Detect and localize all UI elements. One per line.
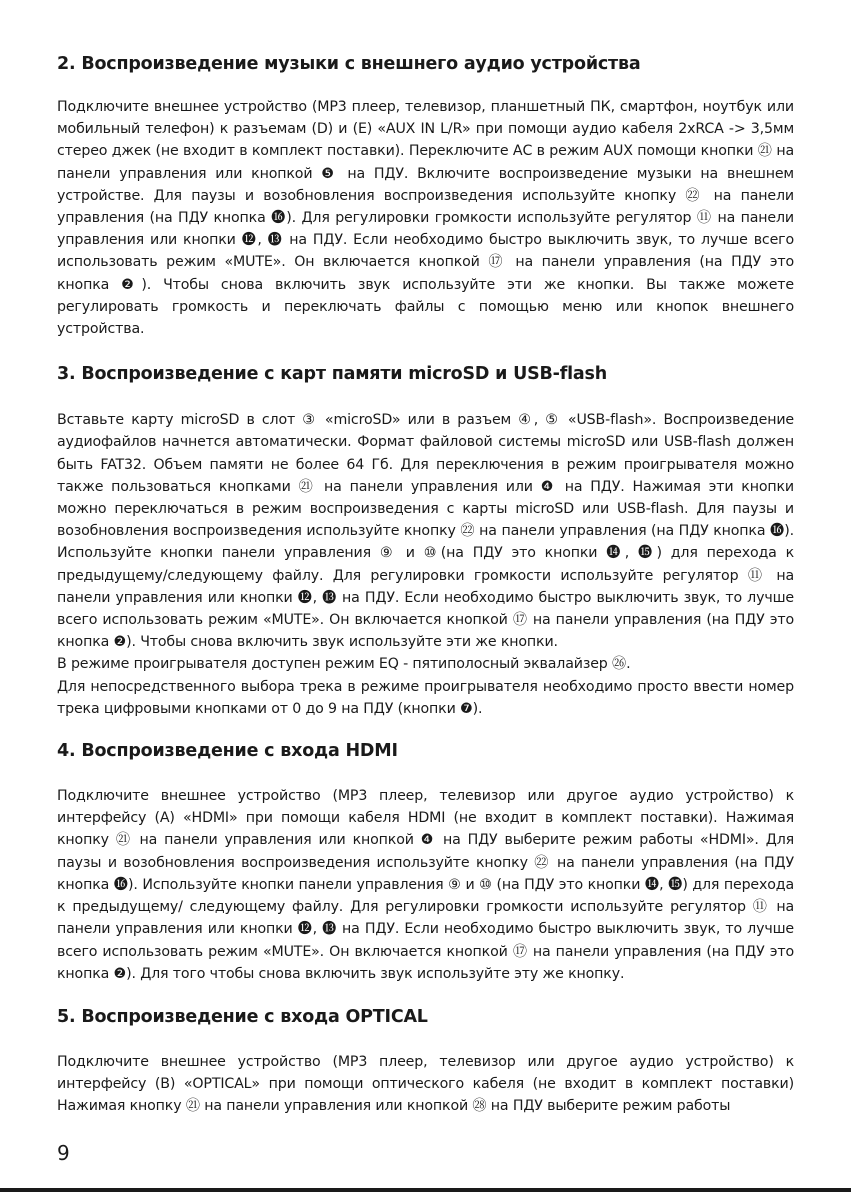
section-3-paragraph: Вставьте карту microSD в слот ③ «microSD» или в разъем ④, ⑤ «USB-flash». Воспроизведение аудиофайлов начнется автоматически. Формат файловой системы microSD или USB-flash должен быть FAT32. Объем памяти не более 64 Гб. Для переключения в режим проигрывателя можно также пользоваться кнопками ㉑ на панели управления или ❹ на ПДУ. Нажимая эти кнопки можно переключаться в режим воспроизведения с карты microSD или USB-flash. Для паузы и возобновления воспроизведения используйте кнопку ㉒ на панели управления (на ПДУ кнопка ⓰). Используйте кнопки панели управления ⑨ и ⑩(на ПДУ это кнопки ⓮, ⓯) для перехода к предыдущему/следующему файлу. Для регулировки громкости используйте регулятор ⑪ на панели управления или кнопки ⓬, ⓭ на ПДУ. Если необходимо быстро выключить звук, то лучше всего использовать режим «MUTE». Он включается кнопкой ⑰ на панели управления (на ПДУ это кнопка ❷). Чтобы снова включить звук используйте эти же кнопки. [57, 412, 794, 651]
section-5-heading: 5. Воспроизведение с входа OPTICAL [57, 1006, 428, 1027]
section-3-track-select-note: Для непосредственного выбора трека в режиме проигрывателя необходимо просто ввести номер трека цифровыми кнопками от 0 до 9 на ПДУ (кнопки ❼). [57, 678, 794, 717]
section-2-heading: 2. Воспроизведение музыки с внешнего аудио устройства [57, 54, 641, 74]
page-number: 9 [57, 1141, 70, 1165]
section-5-paragraph: Подключите внешнее устройство (MP3 плеер, телевизор или другое аудио устройство) к интерфейсу (B) «OPTICAL» при помощи оптического кабеля (не входит в комплект поставки) Нажимая кнопку ㉑ на панели управления или кнопкой ㉘ на ПДУ выберите режим работы [57, 1053, 794, 1115]
section-2-paragraph: Подключите внешнее устройство (MP3 плеер, телевизор, планшетный ПК, смартфон, ноутбук или мобильный телефон) к разъемам (D) и (E) «AUX IN L/R» при помощи аудио кабеля 2xRCA -> 3,5мм стерео джек (не входит в комплект поставки). Переключите АС в режим AUX помощи кнопки ㉑ на панели управления или кнопкой ❺ на ПДУ. Включите воспроизведение музыки на внешнем устройстве. Для паузы и возобновления воспроизведения используйте кнопку ㉒ на панели управления (на ПДУ кнопка ⓰). Для регулировки громкости используйте регулятор ⑪ на панели управления или кнопки ⓬, ⓭ на ПДУ. Если необходимо быстро выключить звук, то лучше всего использовать режим «MUTE». Он включается кнопкой ⑰ на панели управления (на ПДУ это кнопка ❷). Чтобы снова включить звук используйте эти же кнопки. Вы также можете регулировать громкость и переключать файлы с помощью меню или кнопок внешнего устройства. [57, 99, 794, 338]
bottom-rule [0, 1188, 851, 1192]
section-4-paragraph: Подключите внешнее устройство (MP3 плеер, телевизор или другое аудио устройство) к интерфейсу (A) «HDMI» при помощи кабеля HDMI (не входит в комплект поставки). Нажимая кнопку ㉑ на панели управления или кнопкой ❹ на ПДУ выберите режим работы «HDMI». Для паузы и возобновления воспроизведения используйте кнопку ㉒ на панели управления (на ПДУ кнопка ⓰). Используйте кнопки панели управления ⑨ и ⑩ (на ПДУ это кнопки ⓮, ⓯) для перехода к предыдущему/ следующему файлу. Для регулировки громкости используйте регулятор ⑪ на панели управления или кнопки ⓬, ⓭ на ПДУ. Если необходимо быстро выключить звук, то лучше всего использовать режим «MUTE». Он включается кнопкой ⑰ на панели управления (на ПДУ это кнопка ❷). Для того чтобы снова включить звук используйте эту же кнопку. [57, 788, 794, 982]
section-3-eq-note: В режиме проигрывателя доступен режим EQ - пятиполосный эквалайзер ㉖. [57, 656, 631, 673]
section-3-heading: 3. Воспроизведение с карт памяти microSD и USB-flash [57, 364, 607, 385]
section-4-heading: 4. Воспроизведение с входа HDMI [57, 741, 398, 762]
manual-page [57, 52, 794, 1118]
